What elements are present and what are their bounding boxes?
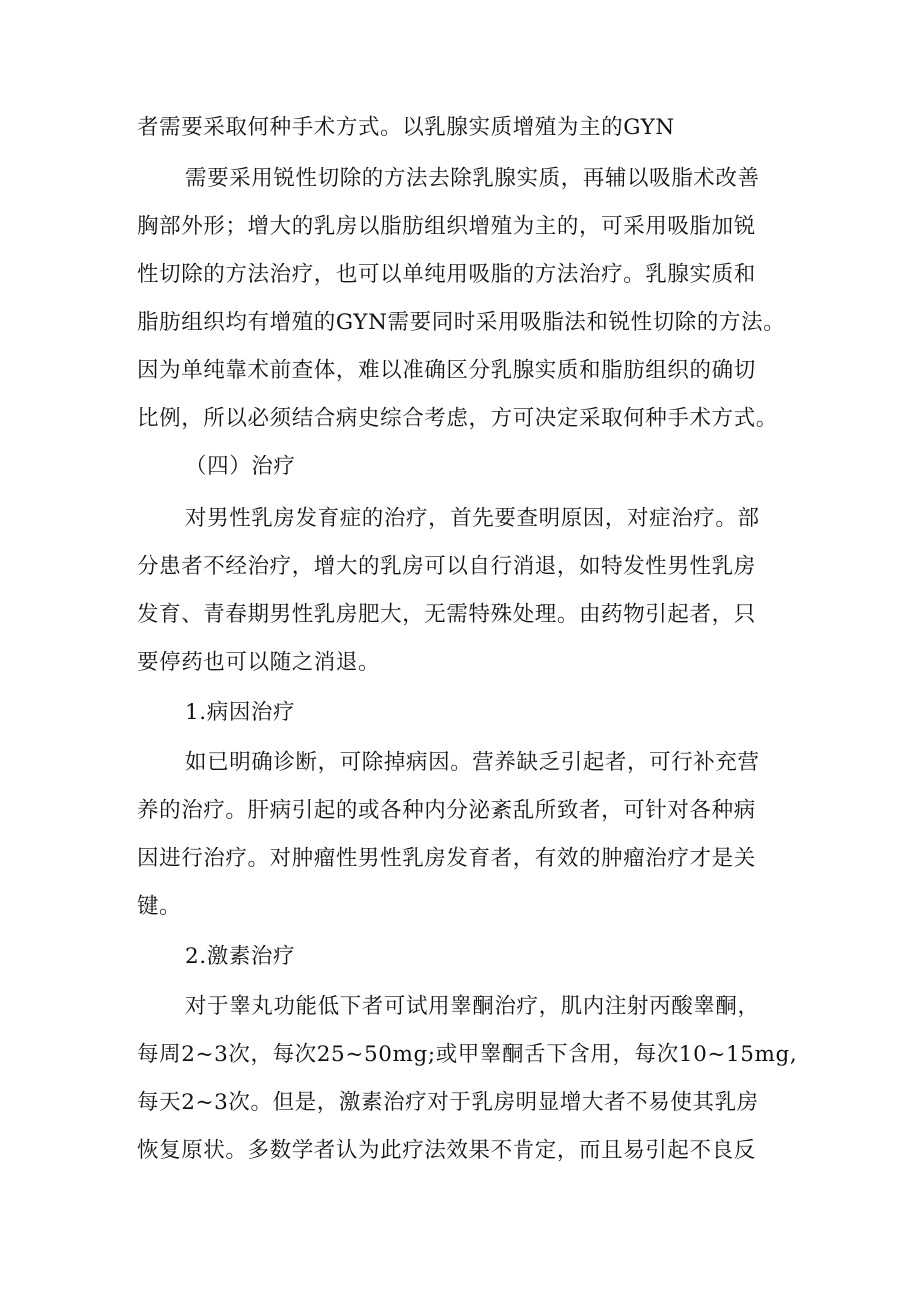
section-heading-treatment: （四）治疗 <box>185 454 296 479</box>
text-line-14: 如已明确诊断，可除掉病因。营养缺乏引起者，可行补充营 <box>185 750 760 775</box>
text-line-5: 脂肪组织均有增殖的GYN需要同时采用吸脂法和锐性切除的方法。 <box>137 310 786 335</box>
text-line-21: 每天2~3次。但是，激素治疗对于乳房明显增大者不易使其乳房 <box>137 1090 759 1115</box>
text-line-16: 因进行治疗。对肿瘤性男性乳房发育者，有效的肿瘤治疗才是关 <box>137 846 756 871</box>
text-line-12: 要停药也可以随之消退。 <box>137 650 381 675</box>
text-line-22: 恢复原状。多数学者认为此疗法效果不肯定，而且易引起不良反 <box>137 1138 756 1163</box>
text-line-10: 分患者不经治疗，增大的乳房可以自行消退，如特发性男性乳房 <box>137 554 756 579</box>
text-line-3: 胸部外形；增大的乳房以脂肪组织增殖为主的，可采用吸脂加锐 <box>137 214 756 239</box>
text-line-6: 因为单纯靠术前查体，难以准确区分乳腺实质和脂肪组织的确切 <box>137 358 756 383</box>
text-line-19: 对于睾丸功能低下者可试用睾酮治疗，肌内注射丙酸睾酮， <box>185 994 760 1019</box>
text-line-9: 对男性乳房发育症的治疗，首先要查明原因，对症治疗。部 <box>185 506 760 531</box>
text-line-11: 发育、青春期男性乳房肥大，无需特殊处理。由药物引起者，只 <box>137 602 756 627</box>
subheading-hormone-treatment: 2.激素治疗 <box>185 944 296 969</box>
text-line-2: 需要采用锐性切除的方法去除乳腺实质，再辅以吸脂术改善 <box>185 166 760 191</box>
text-line-7: 比例，所以必须结合病史综合考虑，方可决定采取何种手术方式。 <box>137 406 778 431</box>
text-line-20: 每周2~3次，每次25~50mg;或甲睾酮舌下含用，每次10~15mg, <box>137 1042 798 1067</box>
subheading-etiologic-treatment: 1.病因治疗 <box>185 700 296 725</box>
text-line-1: 者需要采取何种手术方式。以乳腺实质增殖为主的GYN <box>137 115 675 140</box>
text-line-17: 键。 <box>137 894 182 919</box>
text-line-4: 性切除的方法治疗，也可以单纯用吸脂的方法治疗。乳腺实质和 <box>137 262 756 287</box>
text-line-15: 养的治疗。肝病引起的或各种内分泌紊乱所致者，可针对各种病 <box>137 798 756 823</box>
